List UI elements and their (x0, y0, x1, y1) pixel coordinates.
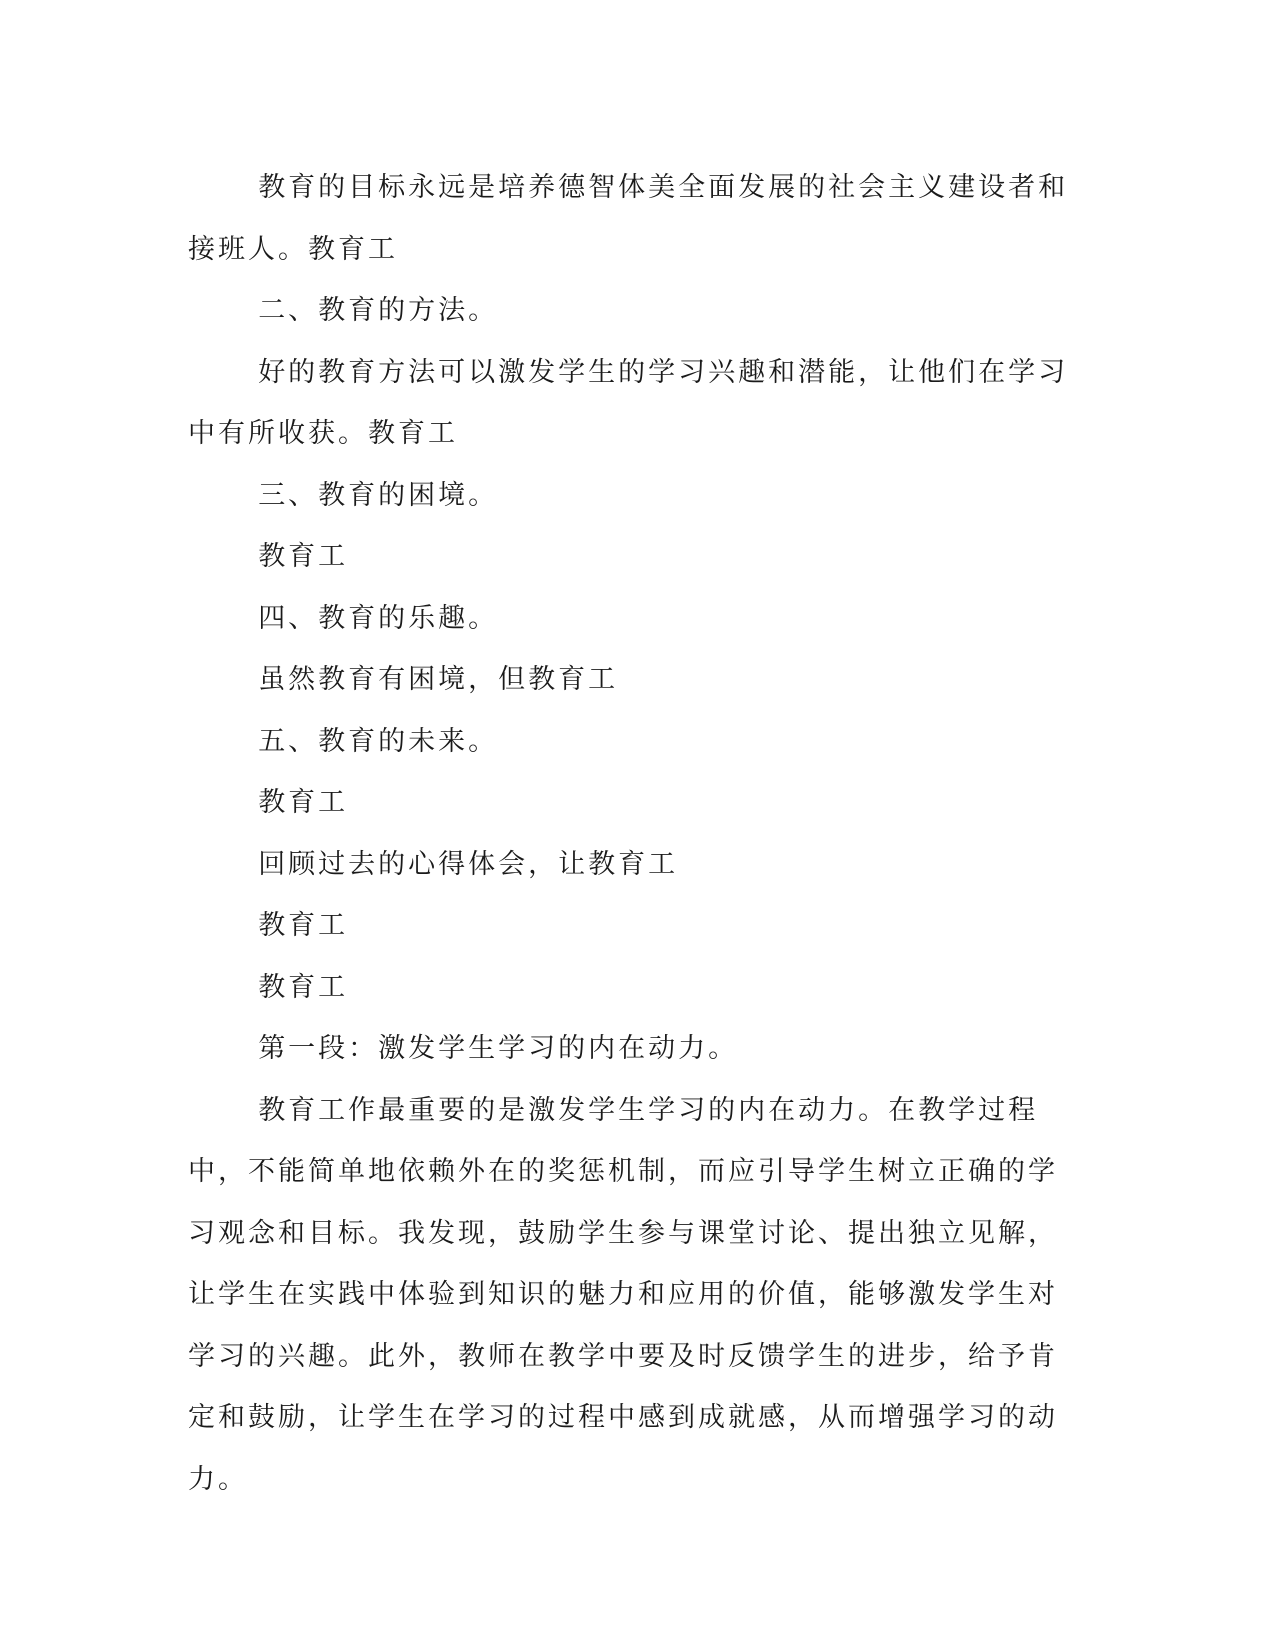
paragraph-education-dilemma: 教育工 (258, 541, 349, 572)
heading-education-methods: 二、教育的方法。 (258, 295, 499, 326)
heading-education-dilemma: 三、教育的困境。 (258, 479, 499, 511)
paragraph-education-joy: 虽然教育有困境，但教育工 (258, 664, 619, 695)
paragraph-fragment-2: 教育工 (258, 971, 349, 1003)
document-body (188, 157, 1078, 1510)
paragraph-intrinsic-motivation: 教育工作最重要的是激发学生学习的内在动力。在教学过程中，不能简单地依赖外在的奖惩机制，而应引导学生树立正确的学习观念和目标。我发现，鼓励学生参与课堂讨论、提出独立见解，让学生在实践中体验到知识的魅力和应用的价值，能够激发学生对学习的兴趣。此外，教师在教学中要及时反馈学生的进步，给予肯定和鼓励，让学生在学习的过程中感到成就感，从而增强学习的动力。 (188, 1094, 1058, 1495)
heading-education-joy: 四、教育的乐趣。 (258, 602, 499, 634)
paragraph-education-future: 教育工 (258, 787, 349, 818)
paragraph-education-methods: 好的教育方法可以激发学生的学习兴趣和潜能，让他们在学习中有所收获。教育工 (188, 356, 1069, 449)
heading-education-future: 五、教育的未来。 (258, 725, 499, 757)
paragraph-fragment-1: 教育工 (258, 910, 349, 941)
paragraph-education-goal: 教育的目标永远是培养德智体美全面发展的社会主义建设者和接班人。教育工 (188, 172, 1069, 265)
paragraph-review: 回顾过去的心得体会，让教育工 (258, 848, 679, 880)
heading-section-one: 第一段：激发学生学习的内在动力。 (258, 1033, 739, 1064)
